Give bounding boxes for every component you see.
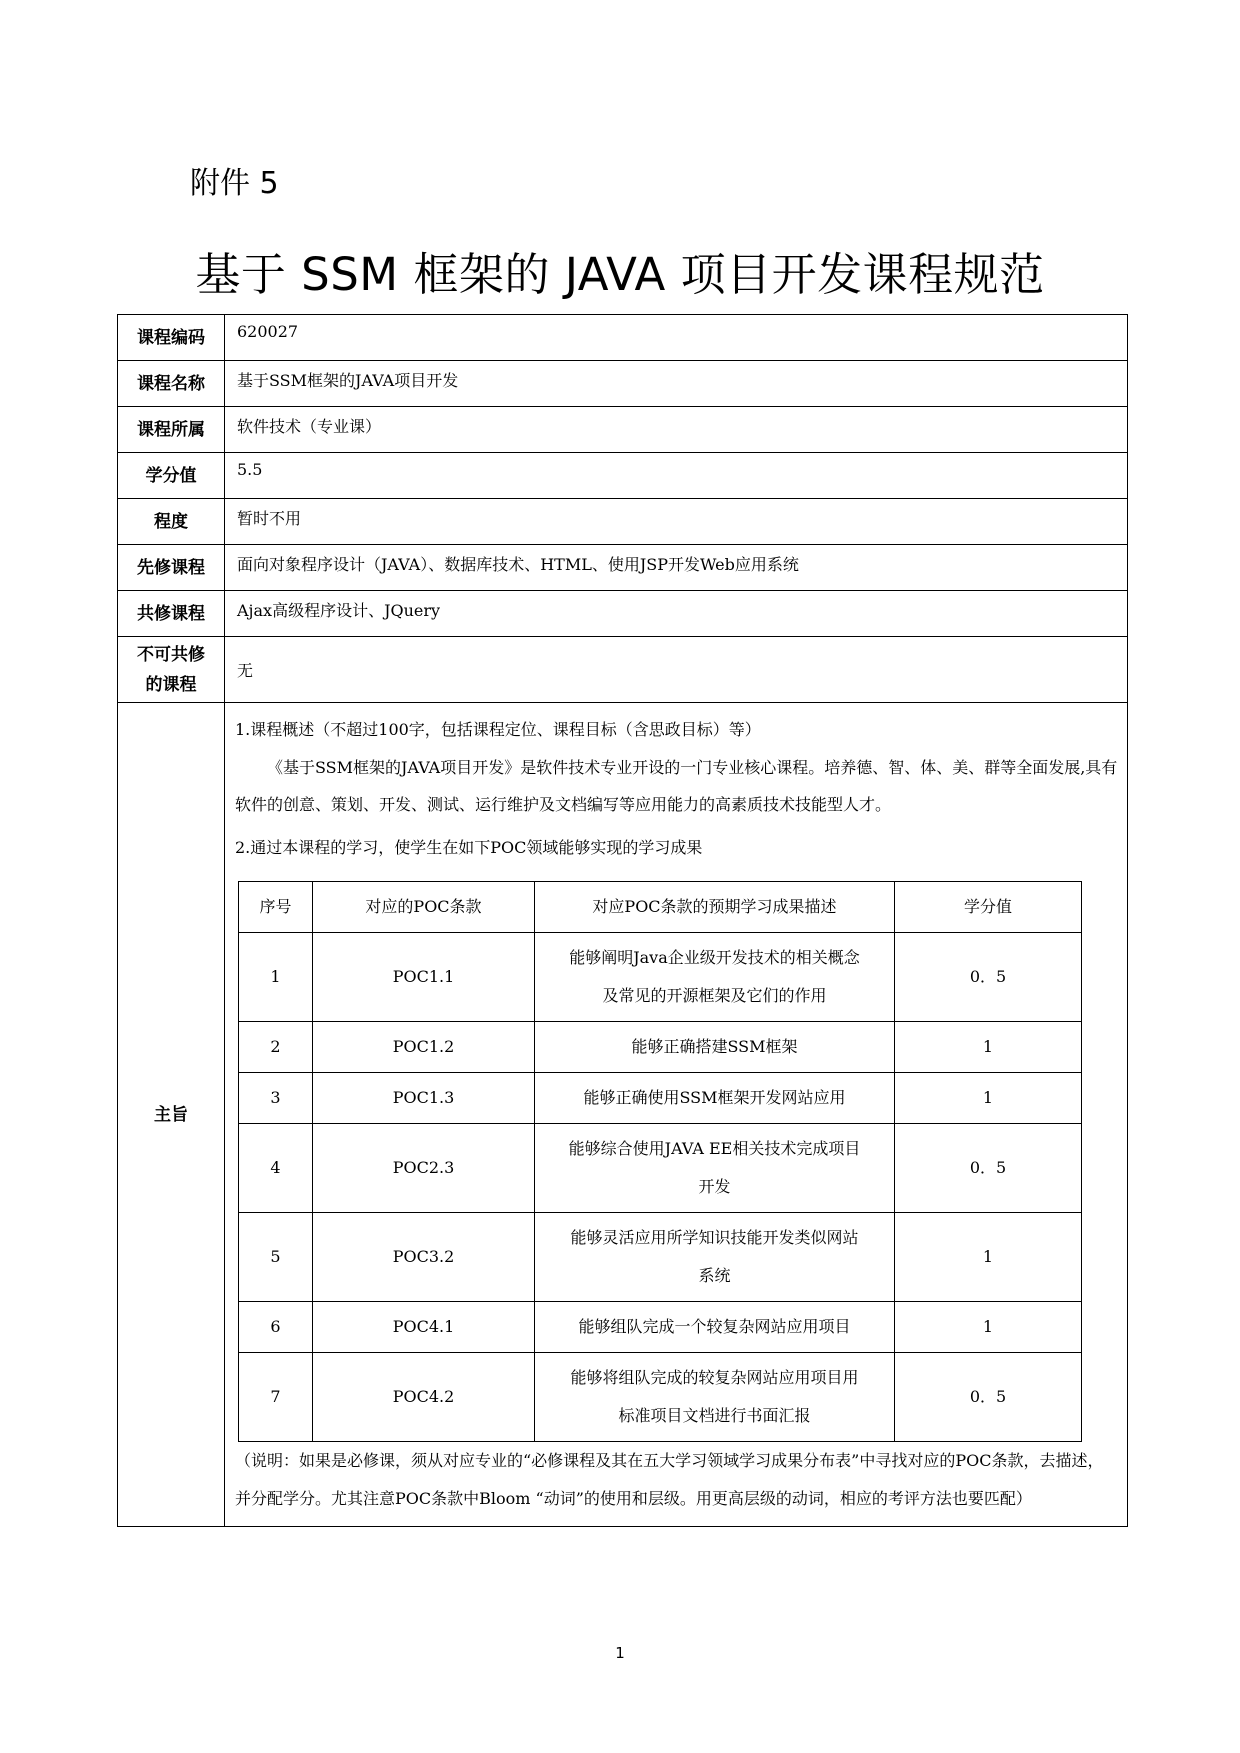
poc-no: 7: [239, 1353, 313, 1442]
poc-credit: 0．5: [895, 1124, 1082, 1213]
row-non-co-courses: [118, 637, 1128, 703]
label-corequisites: 共修课程: [118, 591, 225, 637]
poc-desc-line2: 系统: [698, 1266, 731, 1285]
table-row: [239, 1213, 1082, 1302]
poc-table-header: [239, 882, 1082, 933]
poc-desc: [535, 1213, 895, 1302]
table-row: [239, 933, 1082, 1022]
purpose-content-cell: [225, 703, 1128, 1527]
poc-no: 5: [239, 1213, 313, 1302]
poc-credit: 1: [895, 1073, 1082, 1124]
row-course-name: [118, 361, 1128, 407]
label-non-co-courses: [118, 637, 225, 703]
label-purpose: 主旨: [118, 703, 225, 1527]
poc-credit: 1: [895, 1302, 1082, 1353]
table-row: [239, 1302, 1082, 1353]
poc-clause: POC4.1: [313, 1302, 535, 1353]
course-spec-table: [117, 314, 1128, 1527]
poc-no: 2: [239, 1022, 313, 1073]
table-row: [239, 1124, 1082, 1213]
poc-clause: POC1.1: [313, 933, 535, 1022]
table-row: [239, 1353, 1082, 1442]
poc-header-desc: 对应POC条款的预期学习成果描述: [535, 882, 895, 933]
poc-clause: POC4.2: [313, 1353, 535, 1442]
value-non-co-courses: 无: [225, 637, 1128, 703]
row-corequisites: [118, 591, 1128, 637]
label-non-co-line2: 的课程: [145, 674, 197, 695]
poc-credit: 1: [895, 1213, 1082, 1302]
row-purpose: [118, 703, 1128, 1527]
value-course-code: 620027: [225, 315, 1128, 361]
poc-no: 1: [239, 933, 313, 1022]
label-course-name: 课程名称: [118, 361, 225, 407]
row-course-affiliation: [118, 407, 1128, 453]
row-prerequisites: [118, 545, 1128, 591]
row-course-code: [118, 315, 1128, 361]
poc-no: 6: [239, 1302, 313, 1353]
table-row: [239, 1022, 1082, 1073]
label-prerequisites: 先修课程: [118, 545, 225, 591]
row-credits: [118, 453, 1128, 499]
label-non-co-line1: 不可共修: [137, 644, 205, 665]
purpose-content: [225, 703, 1127, 1526]
poc-desc-line1: 能够将组队完成的较复杂网站应用项目用: [570, 1368, 859, 1387]
page-number: 1: [615, 1644, 625, 1662]
poc-credit: 0．5: [895, 1353, 1082, 1442]
value-course-affiliation: 软件技术（专业课）: [225, 407, 1128, 453]
poc-clause: POC1.3: [313, 1073, 535, 1124]
value-prerequisites: 面向对象程序设计（JAVA）、数据库技术、HTML、使用JSP开发Web应用系统: [225, 545, 1128, 591]
value-course-name: 基于SSM框架的JAVA项目开发: [225, 361, 1128, 407]
section1-heading: 1.课程概述（不超过100字，包括课程定位、课程目标（含思政目标）等）: [235, 720, 761, 739]
document-title: 基于 SSM 框架的 JAVA 项目开发课程规范: [195, 248, 1045, 301]
poc-credit: 0．5: [895, 933, 1082, 1022]
poc-desc: 能够正确搭建SSM框架: [535, 1022, 895, 1073]
poc-clause: POC3.2: [313, 1213, 535, 1302]
poc-desc: [535, 933, 895, 1022]
section2-heading: 2.通过本课程的学习，使学生在如下POC领域能够实现的学习成果: [235, 838, 703, 857]
poc-desc-line1: 能够灵活应用所学知识技能开发类似网站: [570, 1228, 859, 1247]
poc-desc: [535, 1124, 895, 1213]
poc-no: 3: [239, 1073, 313, 1124]
value-level: 暂时不用: [225, 499, 1128, 545]
poc-desc: [535, 1353, 895, 1442]
poc-desc-line1: 能够阐明Java企业级开发技术的相关概念: [569, 948, 860, 967]
instruction-note: （说明：如果是必修课，须从对应专业的“必修课程及其在五大学习领域学习成果分布表”中寻找对应的POC条款，去描述，并分配学分。尤其注意POC条款中Bloom “动词”的使用和层级。用更高层级的动词，相应的考评方法也要匹配）: [235, 1451, 1104, 1508]
poc-clause: POC2.3: [313, 1124, 535, 1213]
value-credits: 5.5: [225, 453, 1128, 499]
poc-desc-line2: 标准项目文档进行书面汇报: [618, 1406, 811, 1425]
attachment-label: 附件 5: [190, 166, 279, 201]
value-corequisites: Ajax高级程序设计、JQuery: [225, 591, 1128, 637]
poc-desc-line2: 开发: [698, 1177, 731, 1196]
label-credits: 学分值: [118, 453, 225, 499]
label-level: 程度: [118, 499, 225, 545]
poc-clause: POC1.2: [313, 1022, 535, 1073]
poc-desc: 能够正确使用SSM框架开发网站应用: [535, 1073, 895, 1124]
poc-desc-line1: 能够综合使用JAVA EE相关技术完成项目: [568, 1139, 861, 1158]
poc-desc: 能够组队完成一个较复杂网站应用项目: [535, 1302, 895, 1353]
poc-credit: 1: [895, 1022, 1082, 1073]
poc-header-clause: 对应的POC条款: [313, 882, 535, 933]
table-row: [239, 1073, 1082, 1124]
label-course-affiliation: 课程所属: [118, 407, 225, 453]
poc-no: 4: [239, 1124, 313, 1213]
poc-header-no: 序号: [239, 882, 313, 933]
course-overview-text: 《基于SSM框架的JAVA项目开发》是软件技术专业开设的一门专业核心课程。培养德、智、体、美、群等全面发展,具有软件的创意、策划、开发、测试、运行维护及文档编写等应用能力的高素质技术技能型人才。: [235, 758, 1118, 814]
label-course-code: 课程编码: [118, 315, 225, 361]
poc-header-credit: 学分值: [895, 882, 1082, 933]
poc-desc-line2: 及常见的开源框架及它们的作用: [602, 986, 827, 1005]
row-level: [118, 499, 1128, 545]
poc-table: [238, 881, 1082, 1442]
